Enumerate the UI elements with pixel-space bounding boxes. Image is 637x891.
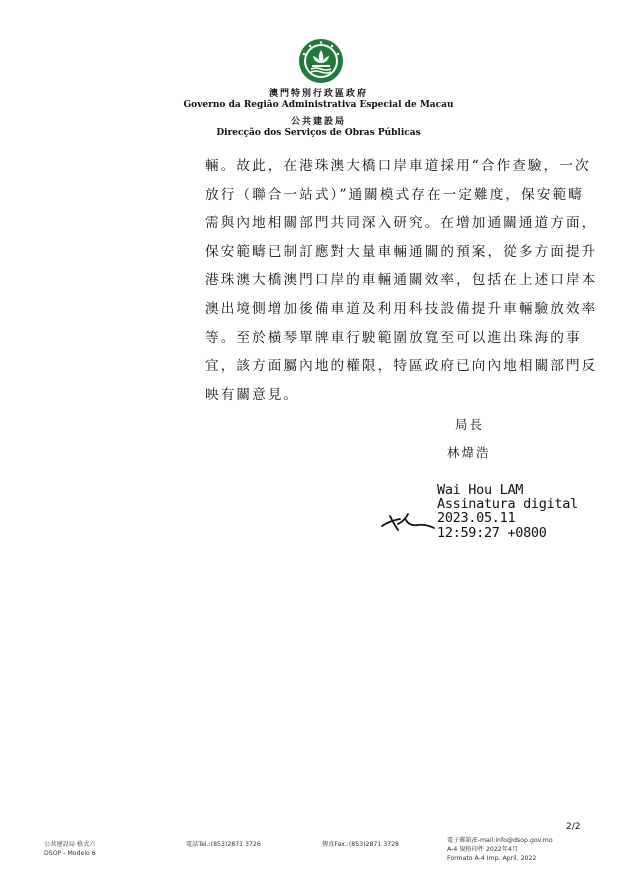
footer-fax: 傳真Fax.:(853)2871 3728: [322, 841, 399, 848]
handwritten-signature: [380, 510, 436, 532]
footer-format-pt: Formato A-4 Imp. April. 2022: [447, 855, 537, 862]
digital-signature-block: [437, 483, 578, 540]
header-department-pt: Direcção dos Serviços de Obras Públicas: [216, 128, 421, 138]
footer-format-zh: A-4 規格印件 2022年4月: [447, 846, 519, 853]
macau-sar-emblem-icon: [298, 38, 344, 84]
body-line: 港珠澳大橋澳門口岸的車輛通關效率，包括在上述口岸本: [205, 272, 598, 289]
digital-signature-time: 12:59:27 +0800: [437, 524, 547, 541]
footer-email: 電子郵箱/E-mail:info@dsop.gov.mo: [447, 837, 553, 844]
digital-signature-date: 2023.05.11: [437, 510, 516, 527]
body-line: 等。至於橫琴單牌車行駛範圍放寬至可以進出珠海的事: [205, 329, 582, 346]
digital-signature-label: Assinatura digital: [437, 496, 578, 513]
body-line: 保安範疇已制訂應對大量車輛通關的預案，從多方面提升: [205, 243, 598, 260]
body-line: 映有關意見。: [205, 386, 300, 403]
footer-model-pt: DSOP - Modelo 6: [44, 850, 96, 857]
signer-title: 局長: [455, 417, 485, 432]
footer-model: [44, 840, 96, 858]
signer-name: 林煒浩: [447, 445, 491, 460]
body-line: 澳出境側增加後備車道及利用科技設備提升車輛驗放效率: [205, 300, 598, 317]
footer-model-zh: 公共建設局 格式六: [44, 841, 96, 848]
body-line: 輛。故此，在港珠澳大橋口岸車道採用“合作查驗，一次: [205, 158, 591, 174]
footer-telephone: 電話Tel.:(853)2871 3726: [186, 841, 261, 848]
page-number: 2/2: [566, 822, 581, 832]
digital-signer: Wai Hou LAM: [437, 482, 524, 498]
letter-body: [205, 152, 598, 409]
body-line: 宜，該方面屬內地的權限，特區政府已向內地相關部門反: [205, 358, 598, 375]
footer-contact-format: [447, 836, 553, 863]
body-line: 放行（聯合一站式）”通關模式存在一定難度，保安範疇: [205, 186, 584, 203]
header-department-zh: 公共建設局: [290, 117, 346, 127]
body-line: 需與內地相關部門共同深入研究。在增加通關通道方面，: [205, 215, 598, 232]
header-government-zh: 澳門特別行政區政府: [268, 89, 368, 99]
header-government-pt: Governo da Região Administrativa Especial de Macau: [183, 100, 454, 110]
